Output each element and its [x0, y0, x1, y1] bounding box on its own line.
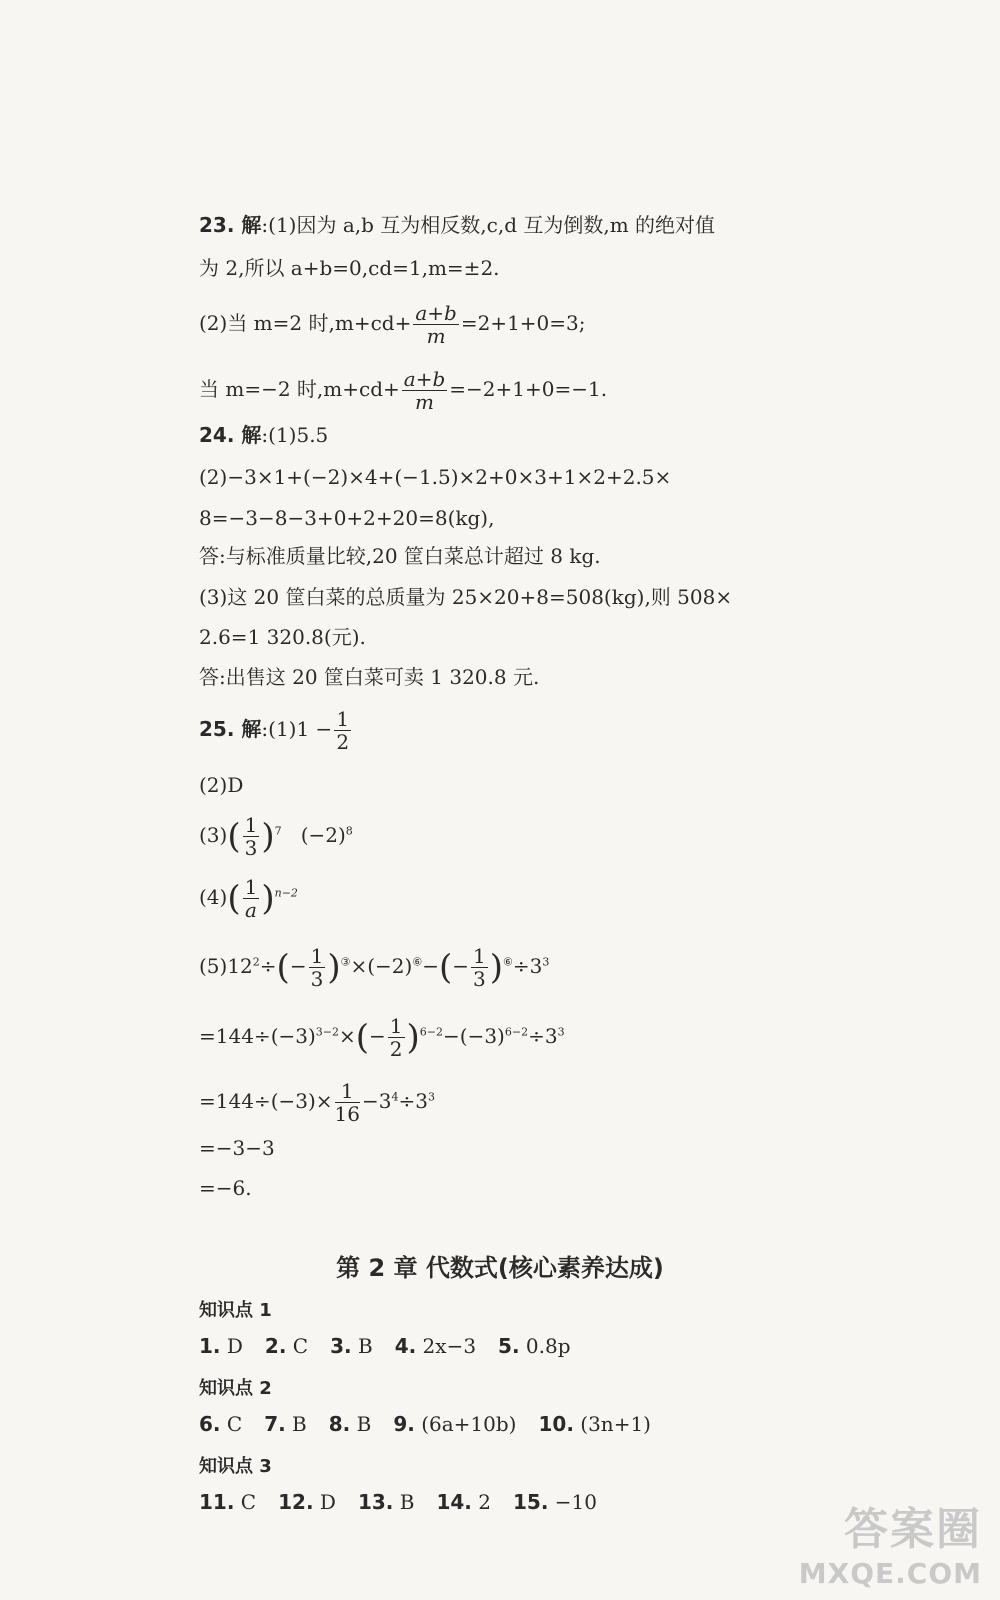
q25-line2: (2)D [199, 773, 244, 797]
answer-item [358, 1490, 415, 1514]
answer-value: −10 [548, 1490, 597, 1514]
answer-item [329, 1412, 372, 1436]
q23-line1: 23. 解:(1)因为 a,b 互为相反数,c,d 互为倒数,m 的绝对值 [199, 213, 716, 237]
kp2-title: 知识点 2 [199, 1378, 272, 1399]
answer-value: D [313, 1490, 336, 1514]
q24-line7: 答:出售这 20 筐白菜可卖 1 320.8 元. [199, 665, 540, 689]
q24-line5: (3)这 20 筐白菜的总质量为 25×20+8=508(kg),则 508× [199, 585, 733, 609]
q25-line5: $(5)12^2\div(-$ $\frac{1}{3}$ )③×(−2)⑥−(− $\frac{1}{3}$ )$^⑥\div 3^3$ [199, 944, 550, 991]
answer-value: C [220, 1412, 243, 1436]
fraction: $\frac{1}{16}$ [334, 1079, 360, 1126]
q24-line3: 8=−3−8−3+0+2+20=8(kg), [199, 506, 495, 530]
fraction: $\frac{1}{3}$ [310, 944, 324, 991]
answer-item [278, 1490, 336, 1514]
watermark-logo: 答案圈 MXQE.COM [798, 1504, 982, 1590]
fraction: $\frac{1}{2}$ [389, 1014, 403, 1061]
q24-label: 24. 解 [199, 423, 262, 447]
answer-value: B [351, 1334, 373, 1358]
answer-item [330, 1334, 373, 1358]
answer-value: B [393, 1490, 415, 1514]
answer-item [393, 1412, 516, 1436]
q23-line2: 为 2,所以 a+b=0,cd=1,m=±2. [199, 256, 500, 280]
q25-line9: =−6. [199, 1176, 252, 1200]
question-number: 13. [357, 1490, 394, 1514]
answer-item [265, 1334, 308, 1358]
q24-line2: (2)−3×1+(−2)×4+(−1.5)×2+0×3+1×2+2.5× [199, 465, 672, 489]
answer-item [498, 1334, 570, 1358]
kp1-answers [199, 1334, 593, 1358]
fraction: $\frac{a+b}{m}$ [415, 301, 457, 348]
question-number: 1. [199, 1334, 221, 1358]
q24-line6: 2.6=1 320.8(元). [199, 625, 366, 649]
q24-line1: 24. 解:(1)5.5 [199, 423, 329, 447]
q25-line3: (3)( $\frac{1}{3}$ )$^7$ $(-2)^8$ [199, 813, 353, 860]
question-number: 3. [330, 1334, 352, 1358]
chapter-title: 第 2 章 代数式(核心素养达成) [336, 1254, 664, 1282]
kp3-answers [199, 1490, 619, 1514]
question-number: 12. [278, 1490, 314, 1514]
question-number: 9. [393, 1412, 415, 1436]
kp3-title: 知识点 3 [199, 1456, 272, 1477]
question-number: 5. [498, 1334, 520, 1358]
answer-value: B [350, 1412, 372, 1436]
question-number: 4. [394, 1334, 417, 1358]
answer-item [395, 1334, 476, 1358]
q25-line4: (4)( $\frac{1}{a}$ )$^{n-2}$ [199, 875, 298, 922]
answer-value: B [285, 1412, 307, 1436]
question-number: 8. [328, 1412, 351, 1436]
answer-value: (3n+1) [573, 1412, 651, 1436]
question-number: 15. [512, 1490, 549, 1514]
answer-value: C [286, 1334, 309, 1358]
q25-label: 25. 解 [199, 717, 262, 741]
answer-item [199, 1334, 243, 1358]
fraction: $\frac{a+b}{m}$ [403, 367, 446, 414]
answer-value: 2 [471, 1490, 491, 1514]
q25-line7: =144÷(−3)× $\frac{1}{16}$ $-3^4\div 3^3$ [199, 1079, 435, 1126]
answer-item [199, 1490, 256, 1514]
answer-value: 2x−3 [416, 1334, 477, 1358]
answer-item [436, 1490, 491, 1514]
question-number: 6. [199, 1412, 221, 1436]
kp1-title: 知识点 1 [199, 1300, 272, 1321]
answer-item [538, 1412, 651, 1436]
question-number: 11. [199, 1490, 235, 1514]
q24-line4: 答:与标准质量比较,20 筐白菜总计超过 8 kg. [199, 544, 601, 568]
q25-line6: $=144\div(-3)^{3-2}\times(-$ $\frac{1}{2}$ )$^{6-2}-(-3)^{6-2}\div 3^3$ [199, 1014, 565, 1061]
q23-line4: 当 m=−2 时,m+cd+ $\frac{a+b}{m}$ =−2+1+0=−1. [199, 367, 608, 414]
answer-value: D [220, 1334, 243, 1358]
answer-item [264, 1412, 307, 1436]
fraction: $\frac{1}{3}$ [472, 944, 486, 991]
question-number: 14. [436, 1490, 472, 1514]
fraction: $\frac{1}{a}$ [244, 875, 258, 922]
answer-value: 0.8p [519, 1334, 571, 1358]
answer-value: (6a+10b) [414, 1412, 517, 1436]
q23-line3: (2)当 m=2 时,m+cd+ $\frac{a+b}{m}$ =2+1+0=3; [199, 301, 586, 348]
q25-line1: 25. 解:(1)1 − $\frac{1}{2}$ [199, 707, 350, 754]
fraction: $\frac{1}{2}$ [336, 707, 350, 754]
kp2-answers [199, 1412, 673, 1436]
answer-value: C [234, 1490, 257, 1514]
question-number: 2. [264, 1334, 287, 1358]
answer-item [199, 1412, 242, 1436]
q25-line8: =−3−3 [199, 1136, 275, 1160]
answer-item [513, 1490, 597, 1514]
question-number: 7. [264, 1412, 286, 1436]
question-number: 10. [538, 1412, 574, 1436]
fraction: $\frac{1}{3}$ [244, 813, 258, 860]
q23-label: 23. 解 [199, 213, 262, 237]
